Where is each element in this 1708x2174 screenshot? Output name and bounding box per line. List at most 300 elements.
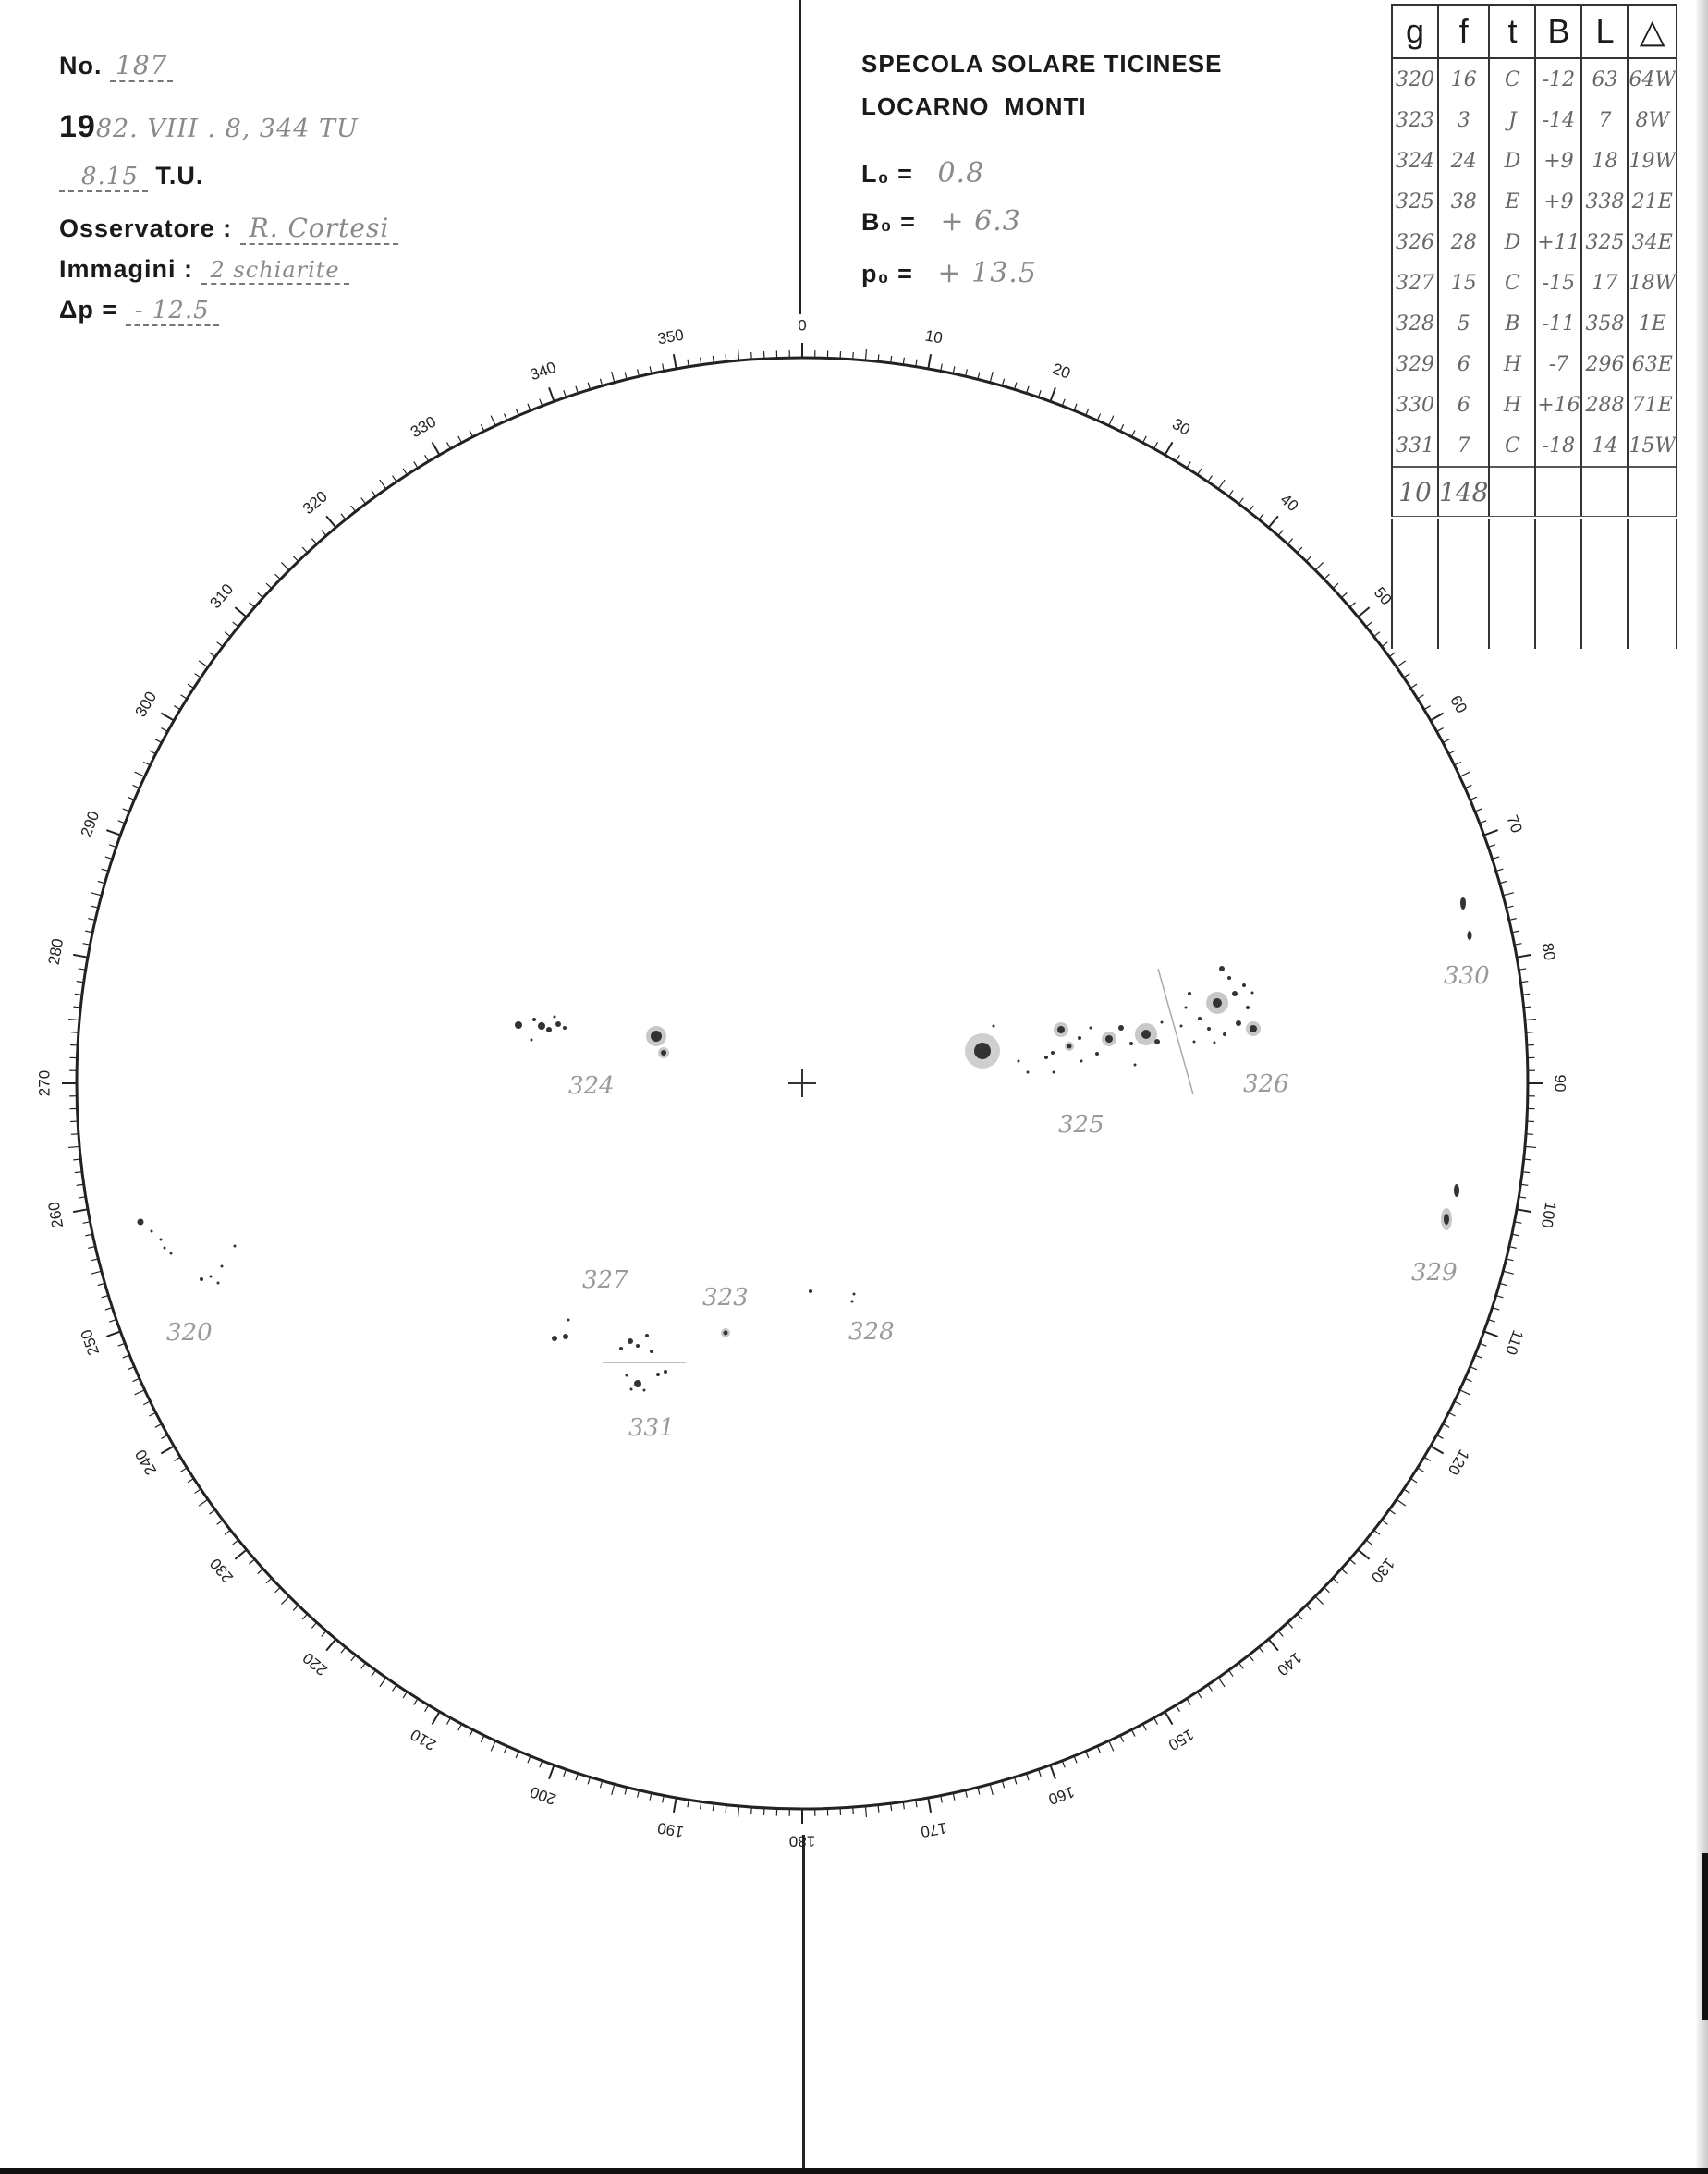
degree-label: 150 (1165, 1725, 1198, 1754)
sunspot-group-323 (721, 1328, 730, 1337)
degree-tick (149, 751, 155, 754)
degree-tick (1366, 622, 1372, 627)
group-label-329: 329 (1411, 1259, 1458, 1287)
degree-tick (1374, 1530, 1380, 1534)
degree-tick (470, 1729, 473, 1736)
degree-tick (516, 1752, 518, 1758)
table-cell: +16 (1535, 385, 1581, 425)
table-cell: -7 (1535, 344, 1581, 385)
degree-tick (68, 1146, 79, 1147)
table-cell: 358 (1581, 303, 1628, 344)
degree-tick (1238, 1663, 1243, 1668)
degree-tick (1086, 1752, 1089, 1758)
table-cell: +11 (1535, 222, 1581, 263)
degree-label: 280 (44, 936, 67, 967)
table-cell: C (1489, 263, 1535, 303)
group-label-326: 326 (1243, 1070, 1289, 1098)
degree-tick (1187, 461, 1190, 468)
degree-tick (91, 1271, 102, 1274)
degree-tick (504, 1746, 506, 1753)
degree-tick (1517, 955, 1531, 958)
degree-tick (540, 1761, 543, 1767)
degree-tick (414, 461, 418, 468)
images-value: 2 schiarite (201, 257, 349, 285)
table-cell: 7 (1581, 100, 1628, 140)
degree-tick (326, 516, 336, 527)
degree-tick (504, 414, 506, 421)
col-header-delta: △ (1628, 5, 1677, 58)
degree-tick (266, 583, 272, 588)
degree-tick (470, 430, 473, 436)
degree-label: 0 (798, 316, 807, 335)
degree-tick (674, 354, 677, 369)
degree-tick (351, 1655, 356, 1661)
group-label-328: 328 (848, 1318, 895, 1346)
table-cell: +9 (1535, 181, 1581, 222)
degree-tick (1437, 728, 1444, 732)
degree-tick (481, 1736, 484, 1742)
degree-tick (1074, 1756, 1077, 1763)
sunspot-group-320 (138, 1219, 237, 1285)
degree-tick (217, 1520, 223, 1524)
degree-tick (258, 592, 263, 597)
degree-tick (1358, 1550, 1369, 1559)
degree-tick (143, 762, 150, 765)
table-cell: 324 (1392, 140, 1438, 181)
table-cell: 14 (1581, 425, 1628, 467)
sunspot-group-324 (515, 1016, 669, 1059)
table-cell: 34E (1628, 222, 1677, 263)
degree-tick (1404, 674, 1410, 678)
degree-tick (1475, 809, 1482, 812)
degree-tick (180, 1468, 187, 1472)
degree-tick (1050, 387, 1055, 401)
group-label-324: 324 (568, 1072, 615, 1100)
table-cell: 38 (1438, 181, 1489, 222)
table-cell: 17 (1581, 263, 1628, 303)
degree-tick (1503, 893, 1514, 896)
degree-tick (433, 1712, 440, 1725)
table-cell: 329 (1392, 344, 1438, 385)
degree-tick (1315, 562, 1323, 569)
degree-tick (233, 1540, 238, 1545)
degree-tick (528, 1756, 531, 1763)
degree-tick (1459, 772, 1470, 776)
degree-tick (1120, 1736, 1124, 1742)
degree-label: 180 (788, 1832, 816, 1850)
degree-tick (1176, 455, 1179, 461)
degree-tick (341, 1647, 346, 1653)
degree-tick (235, 1550, 246, 1559)
degree-tick (266, 1578, 272, 1582)
degree-label: 100 (1537, 1200, 1560, 1230)
sunspot-group-326 (1180, 966, 1262, 1044)
degree-label: 140 (1274, 1648, 1306, 1679)
degree-tick (118, 821, 125, 824)
table-cell: 5 (1438, 303, 1489, 344)
degree-label: 120 (1444, 1446, 1473, 1479)
degree-tick (481, 424, 484, 431)
degree-tick (1287, 539, 1292, 544)
degree-tick (853, 352, 854, 360)
degree-label: 220 (299, 1648, 331, 1679)
degree-tick (322, 1630, 326, 1636)
degree-tick (1397, 1499, 1406, 1506)
scan-edge-shadow (1702, 1853, 1708, 2020)
degree-tick (1165, 442, 1173, 455)
degree-tick (528, 404, 531, 410)
table-cell: 323 (1392, 100, 1438, 140)
table-cell: -11 (1535, 303, 1581, 344)
date-value: 82. VIII . 8, 344 TU (95, 115, 359, 143)
degree-tick (1198, 469, 1202, 475)
degree-tick (361, 498, 366, 504)
group-label-327: 327 (582, 1266, 628, 1294)
observer-label: Osservatore : (59, 214, 233, 242)
degree-tick (161, 1435, 167, 1439)
degree-tick (403, 1692, 407, 1698)
number-label: No. (59, 52, 103, 79)
degree-tick (853, 1807, 854, 1814)
B0-label: B₀ = (861, 208, 916, 236)
degree-tick (1306, 556, 1312, 562)
degree-label: 40 (1276, 490, 1302, 516)
table-cell: 19W (1628, 140, 1677, 181)
degree-tick (1349, 603, 1355, 607)
total-groups: 10 (1392, 467, 1438, 518)
degree-label: 230 (206, 1555, 238, 1587)
degree-tick (1475, 1355, 1482, 1358)
degree-label: 110 (1501, 1327, 1528, 1358)
table-cell: 6 (1438, 385, 1489, 425)
degree-tick (73, 1209, 88, 1212)
degree-tick (311, 539, 316, 544)
degree-tick (133, 1378, 140, 1381)
col-header-t: t (1489, 5, 1535, 58)
degree-tick (1484, 830, 1498, 835)
degree-tick (293, 556, 299, 562)
degree-tick (161, 1447, 174, 1454)
table-cell: H (1489, 385, 1535, 425)
sunspot-group-329 (1441, 1184, 1459, 1230)
degree-tick (258, 1569, 263, 1573)
degree-tick (1484, 1331, 1498, 1336)
group-label-320: 320 (166, 1319, 213, 1347)
degree-tick (161, 728, 167, 732)
table-cell: 326 (1392, 222, 1438, 263)
degree-tick (188, 1479, 194, 1483)
degree-tick (1455, 762, 1461, 765)
degree-tick (1341, 592, 1347, 597)
degree-tick (1249, 506, 1253, 511)
degree-tick (135, 772, 145, 776)
degree-label: 310 (206, 580, 238, 612)
table-cell: 63E (1628, 344, 1677, 385)
degree-tick (326, 1639, 336, 1650)
degree-tick (71, 1134, 79, 1135)
degree-tick (1389, 1509, 1395, 1514)
degree-tick (250, 603, 255, 607)
degree-tick (341, 514, 346, 519)
degree-tick (155, 739, 162, 743)
degree-tick (516, 409, 518, 415)
degree-tick (1341, 1569, 1347, 1573)
degree-tick (73, 1159, 80, 1160)
table-cell: -18 (1535, 425, 1581, 467)
degree-tick (1526, 1134, 1533, 1135)
degree-label: 290 (77, 808, 104, 840)
table-cell: 330 (1392, 385, 1438, 425)
degree-tick (1097, 414, 1100, 421)
degree-label: 190 (655, 1818, 686, 1841)
degree-tick (1131, 430, 1135, 436)
degree-tick (612, 1784, 615, 1795)
table-cell: H (1489, 344, 1535, 385)
degree-label: 20 (1050, 360, 1073, 383)
table-cell: C (1489, 58, 1535, 100)
degree-tick (1218, 480, 1225, 489)
degree-tick (738, 1806, 739, 1817)
degree-tick (1208, 1685, 1212, 1692)
table-cell: -15 (1535, 263, 1581, 303)
degree-tick (275, 1587, 281, 1593)
degree-tick (425, 1705, 429, 1712)
table-cell: 8W (1628, 100, 1677, 140)
degree-label: 240 (131, 1446, 161, 1479)
degree-tick (393, 1685, 396, 1692)
degree-tick (1382, 642, 1387, 647)
degree-tick (1526, 1032, 1533, 1033)
degree-tick (1259, 1647, 1263, 1653)
degree-tick (199, 1499, 208, 1506)
degree-tick (106, 830, 120, 835)
total-spots: 148 (1438, 467, 1489, 518)
degree-tick (1418, 695, 1424, 699)
degree-tick (1269, 516, 1278, 527)
degree-tick (250, 1559, 255, 1564)
degree-tick (311, 1622, 316, 1628)
table-cell: 21E (1628, 181, 1677, 222)
degree-tick (188, 684, 194, 688)
degree-tick (1278, 1630, 1283, 1636)
degree-tick (1324, 574, 1330, 580)
degree-tick (928, 1798, 931, 1813)
degree-tick (990, 372, 993, 383)
degree-tick (123, 809, 129, 812)
degree-tick (1187, 1699, 1190, 1705)
degree-tick (1418, 1468, 1424, 1472)
degree-tick (1324, 1587, 1330, 1593)
degree-tick (1480, 1343, 1486, 1346)
degree-tick (302, 1614, 307, 1619)
degree-tick (1198, 1692, 1202, 1698)
degree-tick (540, 399, 543, 406)
table-cell: 320 (1392, 58, 1438, 100)
degree-tick (1269, 1639, 1278, 1650)
table-cell: D (1489, 222, 1535, 263)
degree-tick (1228, 490, 1233, 495)
degree-tick (1333, 1578, 1338, 1582)
degree-tick (1443, 1424, 1449, 1428)
degree-tick (1443, 739, 1449, 743)
delta-p-value: - 12.5 (126, 297, 219, 326)
degree-tick (135, 1390, 145, 1395)
degree-tick (1287, 1622, 1292, 1628)
degree-tick (133, 785, 140, 788)
degree-tick (1154, 1718, 1158, 1725)
degree-tick (458, 436, 462, 443)
degree-tick (1297, 1614, 1301, 1619)
degree-tick (1524, 1159, 1531, 1160)
degree-tick (1259, 514, 1263, 519)
B0-value: + 6.3 (940, 205, 1021, 238)
observatory-name: SPECOLA SOLARE TICINESE (861, 50, 1223, 78)
degree-tick (1131, 1729, 1135, 1736)
degree-tick (1109, 416, 1114, 426)
degree-tick (1278, 531, 1283, 536)
degree-tick (372, 490, 376, 495)
degree-label: 270 (35, 1069, 54, 1097)
table-cell: B (1489, 303, 1535, 344)
degree-tick (293, 1606, 299, 1611)
degree-tick (361, 1663, 366, 1668)
degree-label: 50 (1370, 583, 1396, 609)
degree-label: 30 (1169, 414, 1193, 439)
degree-tick (1249, 1655, 1253, 1661)
degree-tick (447, 442, 451, 448)
degree-tick (1424, 1457, 1431, 1460)
group-label-330: 330 (1444, 962, 1490, 990)
degree-label: 260 (44, 1200, 67, 1230)
degree-tick (322, 531, 326, 536)
sunspot-group-327 (552, 1319, 570, 1342)
degree-tick (1062, 399, 1065, 406)
images-label: Immagini : (59, 255, 194, 283)
degree-tick (1366, 1540, 1372, 1545)
degree-label: 70 (1503, 812, 1526, 836)
table-cell: 327 (1392, 263, 1438, 303)
degree-tick (1333, 583, 1338, 588)
degree-tick (1397, 661, 1406, 667)
degree-tick (674, 1798, 677, 1813)
degree-tick (225, 632, 230, 637)
table-cell: 64W (1628, 58, 1677, 100)
degree-tick (128, 797, 134, 800)
degree-label: 210 (407, 1725, 440, 1754)
degree-tick (1208, 476, 1212, 482)
degree-tick (403, 469, 407, 475)
scan-edge-bottom (0, 2168, 1708, 2174)
degree-tick (73, 1007, 80, 1008)
degree-tick (549, 1765, 554, 1779)
degree-tick (1448, 751, 1455, 754)
degree-tick (149, 1412, 155, 1416)
degree-label: 320 (299, 487, 331, 519)
degree-tick (1306, 1606, 1312, 1611)
degree-tick (549, 387, 554, 401)
degree-tick (878, 1805, 879, 1813)
degree-tick (1470, 797, 1477, 800)
table-cell: 288 (1581, 385, 1628, 425)
degree-tick (1404, 1489, 1410, 1493)
L0-label: L₀ = (861, 160, 913, 188)
group-divider-line (1158, 969, 1193, 1094)
degree-label: 340 (527, 358, 559, 385)
degree-tick (275, 574, 281, 580)
col-header-L: L (1581, 5, 1628, 58)
degree-tick (433, 442, 440, 455)
degree-label: 170 (919, 1818, 949, 1841)
degree-tick (447, 1718, 451, 1725)
degree-tick (928, 354, 931, 369)
degree-label: 200 (527, 1782, 559, 1809)
group-label-331: 331 (628, 1414, 675, 1442)
degree-tick (91, 893, 102, 896)
degree-tick (1480, 821, 1486, 824)
degree-tick (1525, 1146, 1536, 1147)
degree-tick (1410, 1479, 1417, 1483)
degree-tick (1062, 1761, 1065, 1767)
number-value: 187 (110, 50, 173, 82)
degree-tick (1315, 1596, 1323, 1604)
col-header-f: f (1438, 5, 1489, 58)
degree-tick (491, 416, 495, 426)
degree-tick (612, 372, 615, 383)
table-cell: D (1489, 140, 1535, 181)
degree-tick (1120, 424, 1124, 431)
degree-tick (118, 1343, 125, 1346)
degree-tick (71, 1032, 79, 1033)
degree-tick (1465, 1378, 1471, 1381)
degree-label: 330 (407, 412, 440, 442)
degree-tick (1410, 684, 1417, 688)
degree-tick (209, 653, 214, 657)
degree-tick (1437, 1435, 1444, 1439)
degree-tick (1459, 1390, 1470, 1395)
degree-tick (1431, 714, 1444, 721)
degree-tick (180, 695, 187, 699)
degree-tick (1382, 1520, 1387, 1524)
degree-tick (738, 349, 739, 360)
degree-tick (1176, 1705, 1179, 1712)
table-cell: -14 (1535, 100, 1581, 140)
table-cell: 63 (1581, 58, 1628, 100)
sunspot-group-328 (809, 1289, 856, 1303)
sunspot-group-325 (965, 1021, 1164, 1074)
degree-label: 160 (1045, 1782, 1078, 1809)
degree-tick (1424, 706, 1431, 710)
degree-tick (1050, 1765, 1055, 1779)
degree-tick (990, 1784, 993, 1795)
degree-tick (1503, 1271, 1514, 1274)
sunspot-group-330 (1460, 897, 1472, 940)
group-label-323: 323 (702, 1284, 749, 1312)
degree-tick (425, 455, 429, 461)
degree-tick (1165, 1712, 1173, 1725)
L0-value: 0.8 (937, 157, 985, 189)
table-cell: 15W (1628, 425, 1677, 467)
table-cell: 6 (1438, 344, 1489, 385)
table-cell: -12 (1535, 58, 1581, 100)
table-cell: 328 (1392, 303, 1438, 344)
degree-tick (195, 1489, 201, 1493)
year-prefix: 19 (59, 109, 96, 144)
degree-tick (1349, 1559, 1355, 1564)
degree-tick (351, 506, 356, 511)
degree-tick (143, 1401, 150, 1405)
degree-tick (1455, 1401, 1461, 1405)
degree-label: 350 (655, 325, 686, 348)
